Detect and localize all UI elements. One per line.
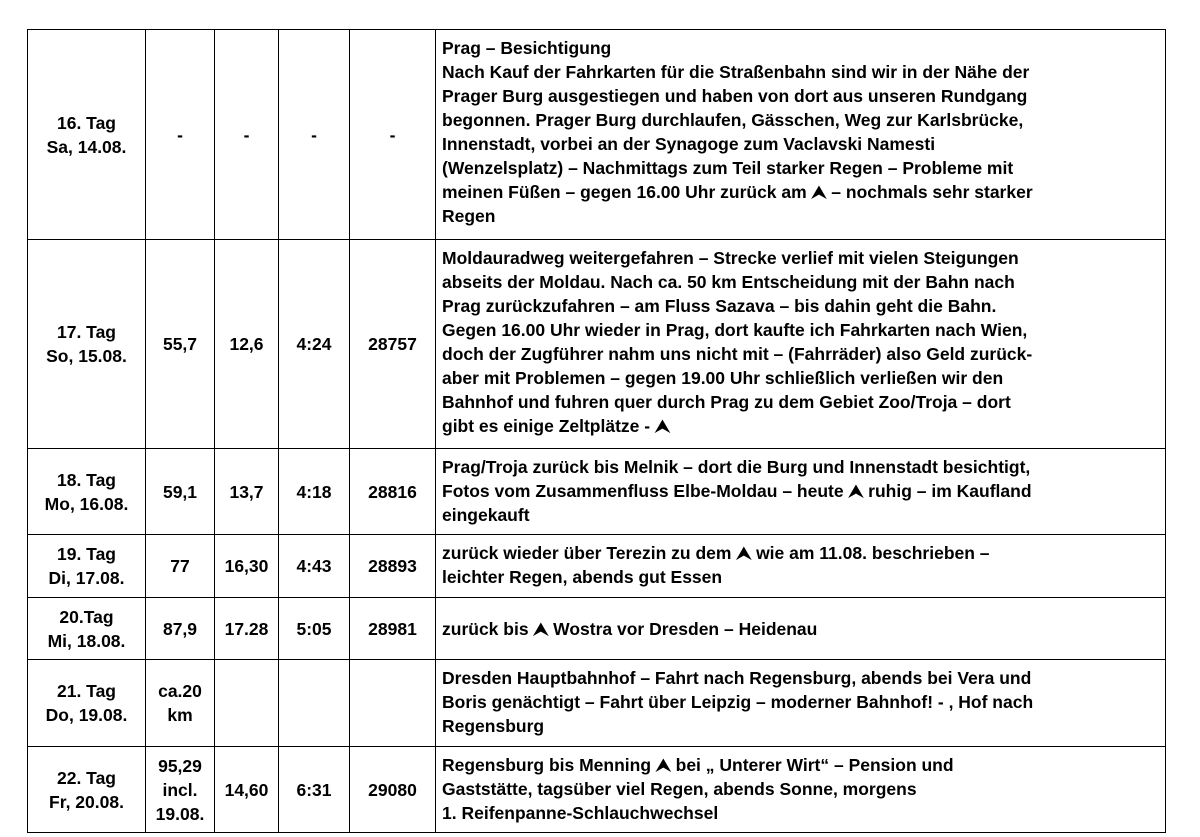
description-line: (Wenzelsplatz) – Nachmittags zum Teil starker Regen – Probleme mit	[442, 158, 1014, 178]
ride-time-cell	[279, 535, 350, 598]
table-row	[28, 747, 1166, 833]
ride-time-value: -	[311, 124, 317, 145]
day-label: 22. Tag	[56, 767, 116, 788]
date-label: Mo, 16.08.	[44, 493, 129, 514]
description-cell	[436, 660, 1166, 747]
description-line: Prag zurückzufahren – am Fluss Sazava – bis dahin geht die Bahn.	[442, 296, 997, 316]
odometer-cell	[350, 30, 436, 240]
description-line: aber mit Problemen – gegen 19.00 Uhr schließlich verließen wir den	[442, 368, 1004, 388]
description-cell	[436, 747, 1166, 833]
distance-cell	[146, 240, 215, 449]
date-label: Sa, 14.08.	[46, 136, 127, 157]
avg-speed-cell	[215, 30, 279, 240]
odometer-value: 28816	[368, 481, 417, 502]
avg-speed-cell	[215, 449, 279, 535]
description-cell	[436, 30, 1166, 240]
day-cell	[28, 660, 146, 747]
ride-time-value: 4:43	[296, 556, 332, 576]
avg-speed-cell	[215, 240, 279, 449]
date-label: Di, 17.08.	[48, 568, 125, 588]
avg-speed-value: -	[243, 124, 250, 145]
description-line: doch der Zugführer nahm uns nicht mit – (Fahrräder) also Geld zurück-	[442, 344, 1033, 364]
description-cell	[436, 598, 1166, 660]
odometer-cell	[350, 747, 436, 833]
avg-speed-value: 16,30	[224, 556, 269, 576]
distance-value: 55,7	[162, 334, 198, 354]
description-line: Regensburg	[442, 716, 545, 736]
avg-speed-value: 13,7	[229, 481, 264, 502]
distance-value: 77	[170, 556, 190, 576]
description-line: abseits der Moldau. Nach ca. 50 km Entscheidung mit der Bahn nach	[442, 272, 1015, 292]
avg-speed-cell	[215, 535, 279, 598]
odometer-cell	[350, 240, 436, 449]
travel-log-body	[28, 30, 1166, 833]
date-label: Mi, 18.08.	[47, 630, 126, 651]
description-cell	[436, 449, 1166, 535]
day-label: 20.Tag	[59, 606, 114, 627]
ride-time-cell	[279, 598, 350, 660]
day-cell	[28, 449, 146, 535]
table-row	[28, 449, 1166, 535]
description-line: meinen Füßen – gegen 16.00 Uhr zurück am ⮝ – nochmals sehr starker	[442, 182, 1033, 202]
day-cell	[28, 30, 146, 240]
table-row	[28, 660, 1166, 747]
travel-log-table	[27, 29, 1166, 833]
avg-speed-value: 17.28	[224, 618, 269, 639]
description-line: zurück bis ⮝ Wostra vor Dresden – Heidenau	[442, 618, 818, 639]
table-row	[28, 598, 1166, 660]
distance-value: 95,29	[158, 755, 202, 776]
description-line: begonnen. Prager Burg durchlaufen, Gässchen, Weg zur Karlsbrücke,	[442, 110, 1024, 130]
description-line: leichter Regen, abends gut Essen	[442, 567, 723, 587]
ride-time-cell	[279, 449, 350, 535]
avg-speed-cell	[215, 598, 279, 660]
distance-value: incl.	[162, 779, 198, 800]
day-label: 16. Tag	[56, 112, 116, 133]
odometer-cell	[350, 535, 436, 598]
description-cell	[436, 535, 1166, 598]
distance-cell	[146, 747, 215, 833]
ride-time-value: 5:05	[296, 618, 332, 639]
distance-cell	[146, 535, 215, 598]
description-line: Prager Burg ausgestiegen und haben von dort aus unseren Rundgang	[442, 86, 1028, 106]
ride-time-cell	[279, 240, 350, 449]
description-line: Regensburg bis Menning ⮝ bei „ Unterer Wirt“ – Pension und	[442, 755, 954, 775]
table-row	[28, 240, 1166, 449]
odometer-cell	[350, 449, 436, 535]
day-label: 18. Tag	[56, 469, 116, 490]
description-line: Gegen 16.00 Uhr wieder in Prag, dort kaufte ich Fahrkarten nach Wien,	[442, 320, 1028, 340]
odometer-value: 29080	[368, 779, 417, 800]
avg-speed-cell	[215, 660, 279, 747]
description-line: eingekauft	[442, 505, 530, 525]
distance-cell	[146, 598, 215, 660]
distance-value: 87,9	[162, 618, 198, 639]
day-label: 21. Tag	[56, 681, 116, 701]
description-line: Fotos vom Zusammenfluss Elbe-Moldau – heute ⮝ ruhig – im Kaufland	[442, 481, 1032, 501]
description-line: Boris genächtigt – Fahrt über Leipzig – moderner Bahnhof! - , Hof nach	[442, 692, 1034, 712]
date-label: So, 15.08.	[46, 346, 127, 366]
odometer-value: 28893	[368, 556, 417, 576]
day-cell	[28, 535, 146, 598]
description-line: Innenstadt, vorbei an der Synagoge zum Vaclavski Namesti	[442, 134, 936, 154]
table-row	[28, 30, 1166, 240]
table-row	[28, 535, 1166, 598]
ride-time-value: 4:18	[296, 481, 332, 502]
ride-time-value: 4:24	[296, 334, 332, 354]
odometer-cell	[350, 598, 436, 660]
description-line: Dresden Hauptbahnhof – Fahrt nach Regensburg, abends bei Vera und	[442, 668, 1032, 688]
description-line: 1. Reifenpanne-Schlauchwechsel	[442, 803, 719, 823]
date-label: Fr, 20.08.	[49, 791, 124, 812]
day-label: 17. Tag	[56, 322, 116, 342]
description-line: gibt es einige Zeltplätze - ⮝	[442, 416, 670, 436]
description-line: Gaststätte, tagsüber viel Regen, abends Sonne, morgens	[442, 779, 917, 799]
distance-value: 19.08.	[155, 803, 205, 824]
ride-time-cell	[279, 660, 350, 747]
description-line: Prag/Troja zurück bis Melnik – dort die Burg und Innenstadt besichtigt,	[442, 457, 1031, 477]
day-cell	[28, 598, 146, 660]
ride-time-value: 6:31	[296, 779, 332, 800]
ride-time-cell	[279, 30, 350, 240]
odometer-cell	[350, 660, 436, 747]
description-line: Nach Kauf der Fahrkarten für die Straßenbahn sind wir in der Nähe der	[442, 62, 1030, 82]
day-cell	[28, 240, 146, 449]
odometer-value: 28757	[368, 334, 417, 354]
description-line: zurück wieder über Terezin zu dem ⮝ wie am 11.08. beschrieben –	[442, 543, 990, 563]
day-cell	[28, 747, 146, 833]
description-line: Prag – Besichtigung	[442, 38, 612, 58]
description-line: Regen	[442, 206, 496, 226]
distance-cell	[146, 30, 215, 240]
odometer-value: -	[389, 124, 396, 145]
avg-speed-cell	[215, 747, 279, 833]
day-label: 19. Tag	[56, 544, 116, 564]
odometer-value: 28981	[368, 618, 417, 639]
description-line: Moldauradweg weitergefahren – Strecke verlief mit vielen Steigungen	[442, 248, 1019, 268]
avg-speed-value: 14,60	[224, 779, 269, 800]
date-label: Do, 19.08.	[45, 705, 128, 725]
ride-time-cell	[279, 747, 350, 833]
distance-cell	[146, 660, 215, 747]
distance-value: km	[167, 705, 193, 725]
avg-speed-value: 12,6	[229, 334, 264, 354]
description-cell	[436, 240, 1166, 449]
distance-cell	[146, 449, 215, 535]
distance-value: 59,1	[162, 481, 198, 502]
distance-value: -	[177, 124, 183, 145]
distance-value: ca.20	[158, 681, 202, 701]
description-line: Bahnhof und fuhren quer durch Prag zu dem Gebiet Zoo/Troja – dort	[442, 392, 1011, 412]
